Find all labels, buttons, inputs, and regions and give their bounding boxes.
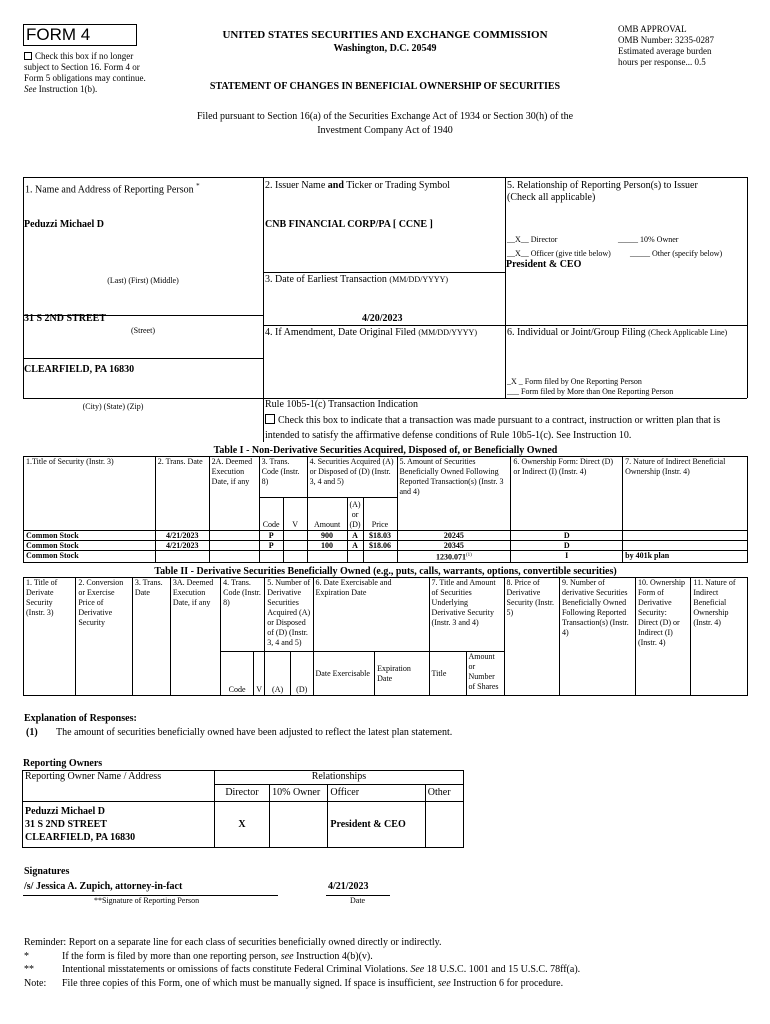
filing-option-one-person[interactable]: _X _ Form filed by One Reporting Person: [507, 377, 642, 386]
explanation-heading: Explanation of Responses:: [24, 713, 137, 724]
t2-sub-d: (D): [290, 652, 313, 696]
rule-10b5-label: Rule 10b5-1(c) Transaction Indication: [265, 399, 419, 410]
t2-col-title: 1. Title of Derivate Security (Instr. 3): [24, 578, 76, 696]
no-longer-subject-checkbox[interactable]: [24, 52, 32, 60]
t2-sub-code: Code: [221, 652, 254, 696]
owners-director-value: X: [214, 802, 269, 848]
table1-header: [23, 456, 748, 531]
t1-col-acquired: 4. Securities Acquired (A) or Disposed of (D) (Instr. 3, 4 and 5): [307, 457, 397, 498]
filed-pursuant-line1: Filed pursuant to Section 16(a) of the Securities Exchange Act of 1934 or Section 30(h) of the: [196, 111, 574, 122]
t2-col-trans-code: 4. Trans. Code (Instr. 8): [221, 578, 265, 652]
rule-10b5-text: Check this box to indicate that a transaction was made pursuant to a contract, instruction or written plan that is intended to satisfy the affirmative defense conditions of Rule 10b5-1(c). See Instruction 10.: [265, 415, 721, 441]
t2-sub-expiration: Expiration Date: [375, 652, 429, 696]
amendment-date-label: 4. If Amendment, Date Original Filed (MM/DD/YYYY): [265, 327, 477, 338]
t2-col-underlying: 7. Title and Amount of Securities Underlying Derivative Security (Instr. 3 and 4): [429, 578, 504, 652]
t2-sub-amount: Amount or Number of Shares: [466, 652, 504, 696]
table1-title: Table I - Non-Derivative Securities Acquired, Disposed of, or Beneficially Owned: [213, 445, 558, 456]
t2-col-deemed-date: 3A. Deemed Execution Date, if any: [170, 578, 220, 696]
t2-col-conversion: 2. Conversion or Exercise Price of Derivative Security: [76, 578, 132, 696]
earliest-transaction-date: 4/20/2023: [362, 313, 403, 324]
owners-col-officer: Officer: [328, 785, 425, 802]
reporting-person-label: 1. Name and Address of Reporting Person *: [25, 182, 200, 196]
signature-date-label: Date: [350, 896, 366, 905]
relationship-ten-percent-owner[interactable]: _____ 10% Owner: [618, 235, 679, 244]
t1-col-nature: 7. Nature of Indirect Beneficial Ownership (Instr. 4): [623, 457, 748, 531]
footer-reminder: Reminder: Report on a separate line for each class of securities beneficially owned directly or indirectly.: [24, 937, 442, 948]
t2-sub-a: (A): [265, 652, 291, 696]
filing-option-multiple-persons[interactable]: ___ Form filed by More than One Reporting Person: [507, 387, 674, 396]
t2-col-nature: 11. Nature of Indirect Beneficial Ownership (Instr. 4): [691, 578, 748, 696]
t2-sub-exercisable: Date Exercisable: [313, 652, 375, 696]
signature-label: **Signature of Reporting Person: [94, 896, 200, 905]
name-format-hint: (Last) (First) (Middle): [107, 276, 179, 285]
t2-col-number: 5. Number of Derivative Securities Acquired (A) or Disposed of (D) (Instr. 3, 4 and 5): [265, 578, 313, 652]
form-title: FORM 4: [26, 25, 91, 44]
relationship-director[interactable]: __X__ Director: [507, 235, 558, 244]
t1-col-amount-owned: 5. Amount of Securities Beneficially Owned Following Reported Transaction(s) (Instr. 3 and 4): [397, 457, 511, 531]
owners-col-director: Director: [214, 785, 269, 802]
t1-sub-amount: Amount: [307, 498, 347, 531]
table2-title: Table II - Derivative Securities Beneficially Owned (e.g., puts, calls, warrants, options, convertible securities): [154, 566, 617, 577]
owners-col-name: Reporting Owner Name / Address: [23, 771, 215, 802]
t2-sub-v: V: [253, 652, 264, 696]
reporting-owners-heading: Reporting Owners: [23, 758, 103, 769]
agency-location: Washington, D.C. 20549: [333, 43, 437, 54]
footer-note-1: * If the form is filed by more than one reporting person, see Instruction 4(b)(v).: [24, 951, 373, 962]
relationship-officer[interactable]: __X__ Officer (give title below): [507, 249, 611, 258]
reporting-person-name: Peduzzi Michael D: [24, 219, 104, 230]
t1-sub-price: Price: [363, 498, 397, 531]
t1-sub-code: Code: [259, 498, 283, 531]
issuer-name-label: 2. Issuer Name and Ticker or Trading Symbol: [265, 180, 451, 191]
filed-pursuant-line2: Investment Company Act of 1940: [317, 125, 453, 136]
street-hint: (Street): [131, 326, 155, 335]
t2-col-date-exercisable: 6. Date Exercisable and Expiration Date: [313, 578, 429, 652]
issuer-name: CNB FINANCIAL CORP/PA [ CCNE ]: [265, 219, 433, 230]
footer-note-3: Note: File three copies of this Form, one of which must be manually signed. If space is insufficient, see Instruction 6 for procedure.: [24, 978, 564, 989]
t1-col-title: 1.Title of Security (Instr. 3): [24, 457, 156, 531]
footer-note-2: ** Intentional misstatements or omissions of facts constitute Federal Criminal Violations. See 18 U.S.C. 1001 and 15 U.S.C. 78ff(a).: [24, 964, 581, 975]
city-hint: (City) (State) (Zip): [82, 402, 144, 411]
agency-title: UNITED STATES SECURITIES AND EXCHANGE COMMISSION: [222, 29, 548, 41]
owners-officer-value: President & CEO: [328, 802, 425, 848]
table-row: Common Stock 1230.071$^{(1)}$ I by 401k plan: [24, 551, 748, 563]
statement-title: STATEMENT OF CHANGES IN BENEFICIAL OWNERSHIP OF SECURITIES: [209, 81, 561, 92]
t1-col-ownership-form: 6. Ownership Form: Direct (D) or Indirect (I) (Instr. 4): [511, 457, 623, 531]
omb-approval: OMB APPROVAL OMB Number: 3235-0287 Estimated average burden hours per response... 0.5: [618, 24, 714, 67]
signatures-heading: Signatures: [24, 866, 70, 877]
reporting-owners-table: [22, 770, 464, 848]
explanation-number: (1): [26, 727, 38, 738]
t1-col-trans-code: 3. Trans. Code (Instr. 8): [259, 457, 307, 498]
relationship-label: 5. Relationship of Reporting Person(s) to Issuer (Check all applicable): [507, 180, 698, 203]
owners-col-other: Other: [425, 785, 463, 802]
owners-col-relationships: Relationships: [214, 771, 463, 785]
earliest-transaction-label: 3. Date of Earliest Transaction (MM/DD/YYYY): [265, 274, 449, 285]
t2-col-trans-date: 3. Trans. Date: [132, 578, 170, 696]
owners-col-10-pct: 10% Owner: [270, 785, 328, 802]
relationship-other[interactable]: _____ Other (specify below): [630, 249, 723, 258]
joint-filing-label: 6. Individual or Joint/Group Filing (Check Applicable Line): [507, 327, 728, 338]
t2-col-price: 8. Price of Derivative Security (Instr. 5): [504, 578, 559, 696]
t1-sub-v: V: [283, 498, 307, 531]
t2-sub-title: Title: [429, 652, 466, 696]
table-row: Common Stock 4/21/2023 P 100 A $18.06 20345 D: [24, 541, 748, 551]
table2-header: [23, 577, 748, 696]
table1-body: [23, 530, 748, 563]
no-longer-subject-checkbox-text: Check this box if no longer subject to Section 16. Form 4 or Form 5 obligations may continue. See Instruction 1(b).: [24, 51, 146, 94]
table-row: Common Stock 4/21/2023 P 900 A $18.03 20245 D: [24, 531, 748, 541]
officer-title: President & CEO: [506, 259, 582, 270]
t2-col-ownership-form: 10. Ownership Form of Derivative Security: Direct (D) or Indirect (I) (Instr. 4): [635, 578, 690, 696]
explanation-text: The amount of securities beneficially owned have been adjusted to reflect the latest plan statement.: [56, 727, 453, 738]
rule-10b5-checkbox[interactable]: [265, 414, 275, 424]
reporting-person-city: CLEARFIELD, PA 16830: [24, 364, 135, 375]
signature-date: 4/21/2023: [328, 881, 369, 892]
t1-col-trans-date: 2. Trans. Date: [155, 457, 209, 531]
t1-col-deemed-date: 2A. Deemed Execution Date, if any: [209, 457, 259, 531]
signature-value: /s/ Jessica A. Zupich, attorney-in-fact: [24, 881, 183, 892]
reporting-person-street: 31 S 2ND STREET: [24, 313, 106, 324]
t1-sub-a-or-d: (A) or (D): [347, 498, 363, 531]
t2-col-owned: 9. Number of derivative Securities Beneficially Owned Following Reported Transaction(s) (Instr. 4): [559, 578, 635, 696]
table-row: Peduzzi Michael D 31 S 2ND STREET CLEARFIELD, PA 16830 X President & CEO: [23, 802, 464, 848]
